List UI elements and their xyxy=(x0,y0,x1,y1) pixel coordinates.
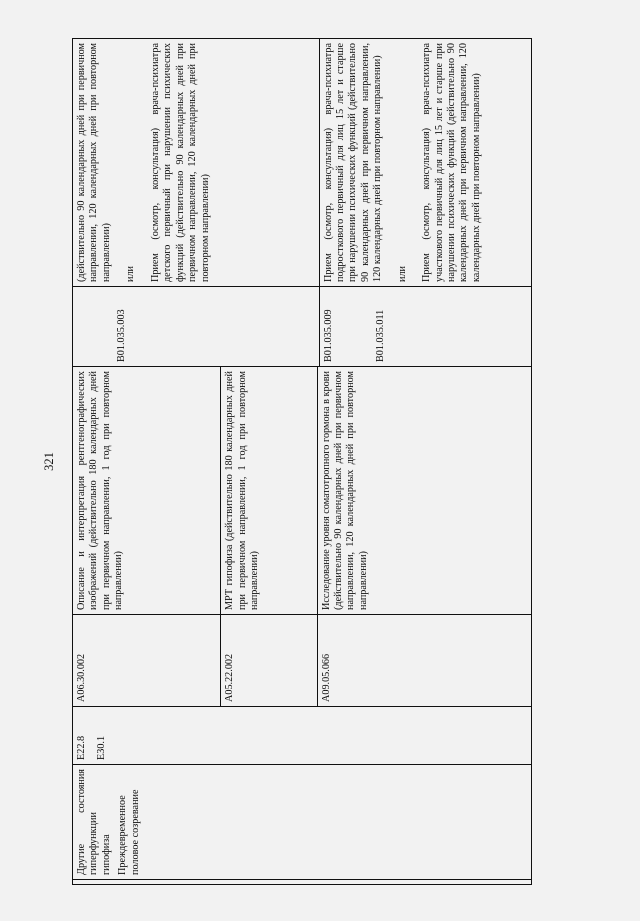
specialist-text-3: Прием (осмотр, консультация) врача-психиатра участкового первичный для лиц 15 лет и старше при нарушении психических функций (действительно 90 календарных дней при первичном направлении, 120 календарных дней при повторном направлении) xyxy=(421,43,482,282)
icd-cell xyxy=(73,707,532,765)
specialist-text-1: Прием (осмотр, консультация) врача-психиатра детского первичный при нарушении психических функций (действительно 90 календарных дней при первичном направлении, 120 календарных дней при повторном направлении) xyxy=(149,43,211,282)
service-description: Исследование уровня соматотропного гормона в крови (действительно 90 календарных дней при первичном направлении, 120 календарных дней при повторном направлении) xyxy=(320,371,369,610)
specialist-code-3: B01.035.011 xyxy=(374,309,386,362)
service-description-cell xyxy=(221,367,317,615)
page-number xyxy=(40,443,58,479)
condition-cell xyxy=(73,765,532,880)
service-code: A05.22.002 xyxy=(224,653,236,702)
service-description-cell xyxy=(73,367,221,615)
icd-code-1: E22.8 xyxy=(76,735,87,760)
specialist-text-2: Прием (осмотр, консультация) врача-психиатра подросткового первичный для лиц 15 лет и старше при нарушении психических функций (действительно 90 календарных дней при первичном направлении, 120 календарных дней при повторном направлении) xyxy=(322,43,384,282)
condition-1: Другие состояния гиперфункции гипофиза xyxy=(76,769,112,875)
specialist-note-top: (действительно 90 календарных дней при первичном направлении, 120 календарных дней при повторном направлении) xyxy=(76,43,112,282)
specialist-code-cell xyxy=(73,287,320,367)
condition-2: Преждевременное половое созревание xyxy=(117,789,141,875)
specialist-text-cell xyxy=(319,39,531,287)
icd-code-2: E30.1 xyxy=(96,735,108,760)
service-code-cell xyxy=(73,615,221,707)
specialist-code-1: B01.035.003 xyxy=(116,309,127,362)
specialist-code-cell xyxy=(319,287,531,367)
service-code-cell xyxy=(317,615,531,707)
service-code-cell xyxy=(221,615,317,707)
margin-cell xyxy=(73,880,532,885)
specialist-or-1: или xyxy=(125,266,137,282)
rotated-table-wrapper xyxy=(72,39,532,885)
table-row xyxy=(73,39,221,885)
page-number-text: 321 xyxy=(41,451,56,471)
service-description: МРТ гипофиза (действительно 180 календарных дней при первичном направлении, 1 год при повторном направлении) xyxy=(224,371,261,610)
service-code: A09.05.066 xyxy=(320,653,332,702)
clinical-table xyxy=(72,38,532,885)
service-code: A06.30.002 xyxy=(76,653,87,702)
specialist-code-2: B01.035.009 xyxy=(322,309,334,362)
service-description-cell xyxy=(317,367,531,615)
service-description: Описание и интерпретация рентгенографических изображений (действительно 180 календарных дней при первичном направлении, 1 год при повторном направлении) xyxy=(76,371,125,610)
specialist-or-2: или xyxy=(396,266,408,282)
specialist-text-cell xyxy=(73,39,320,287)
